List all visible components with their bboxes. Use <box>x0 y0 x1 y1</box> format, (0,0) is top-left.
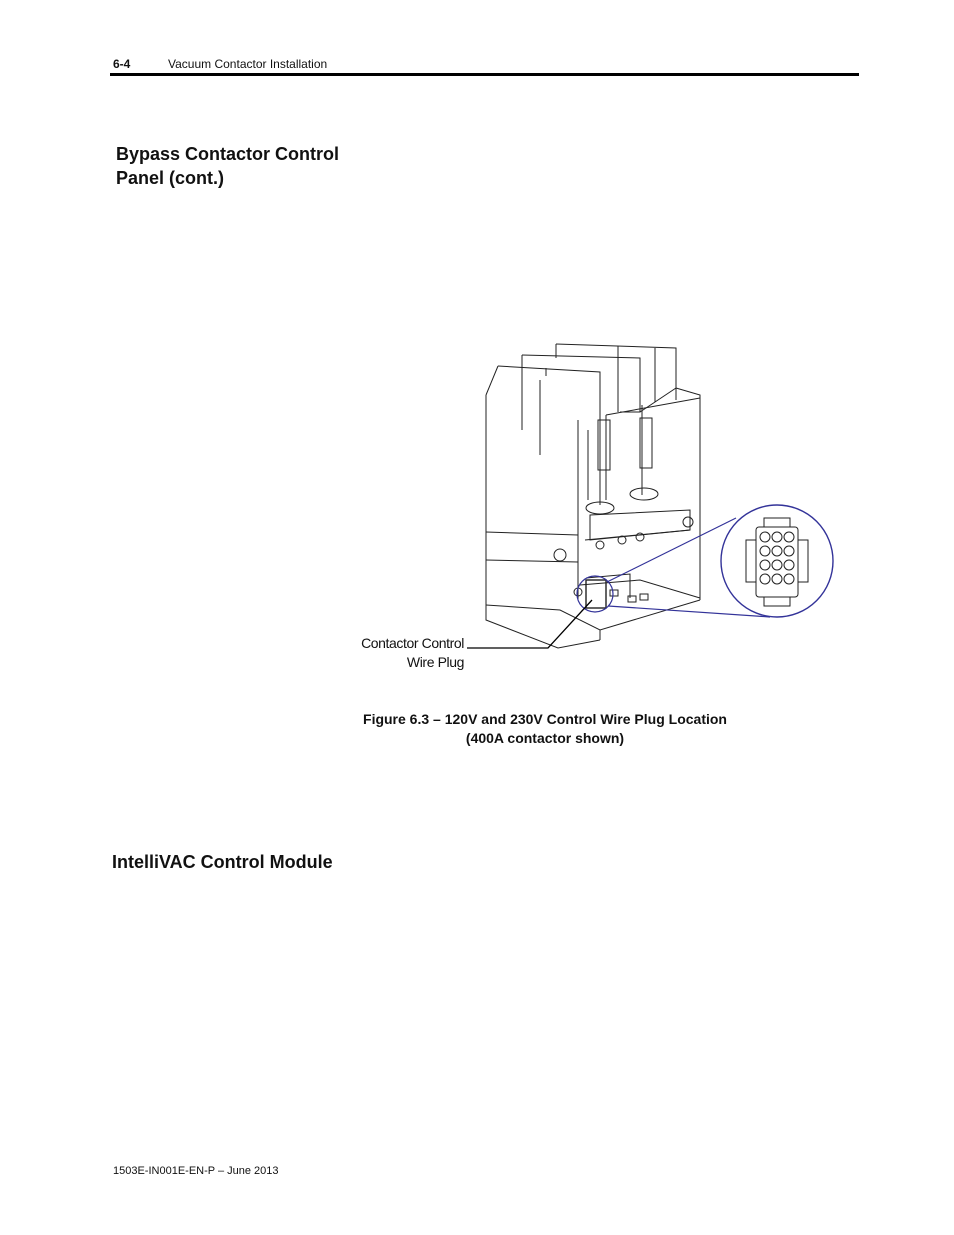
plug-bottom-latch <box>764 597 790 606</box>
wire-plug-callout <box>340 634 464 672</box>
plug-pin <box>784 560 794 570</box>
chapter-title: Vacuum Contactor Installation <box>168 57 328 71</box>
plug-left-tab <box>746 540 756 582</box>
page-number: 6-4 <box>113 57 131 71</box>
plug-pin <box>760 546 770 556</box>
plug-pin <box>772 574 782 584</box>
callout-line2: Wire Plug <box>406 654 464 670</box>
plug-body <box>756 527 798 597</box>
bypass-heading-line1: Bypass Contactor Control <box>116 144 340 164</box>
caption-line2: (400A contactor shown) <box>465 730 625 746</box>
plug-pin <box>772 546 782 556</box>
plug-pin <box>784 574 794 584</box>
footer-doc-id: 1503E-IN001E-EN-P – June 2013 <box>113 1165 279 1177</box>
figure-caption <box>340 710 750 748</box>
plug-pin <box>760 560 770 570</box>
plug-pin <box>784 532 794 542</box>
plug-pin <box>760 574 770 584</box>
bypass-heading-line2: Panel (cont.) <box>116 168 225 188</box>
plug-pin <box>784 546 794 556</box>
plug-top-latch <box>764 518 790 527</box>
callout-line1: Contactor Control <box>361 635 464 651</box>
plug-right-tab <box>798 540 808 582</box>
caption-line1: Figure 6.3 – 120V and 230V Control Wire Plug Location <box>363 711 727 727</box>
plug-pins <box>760 532 794 584</box>
plug-pin <box>772 532 782 542</box>
plug-pin <box>772 560 782 570</box>
intellivac-heading: IntelliVAC Control Module <box>112 852 333 872</box>
plug-pin <box>760 532 770 542</box>
